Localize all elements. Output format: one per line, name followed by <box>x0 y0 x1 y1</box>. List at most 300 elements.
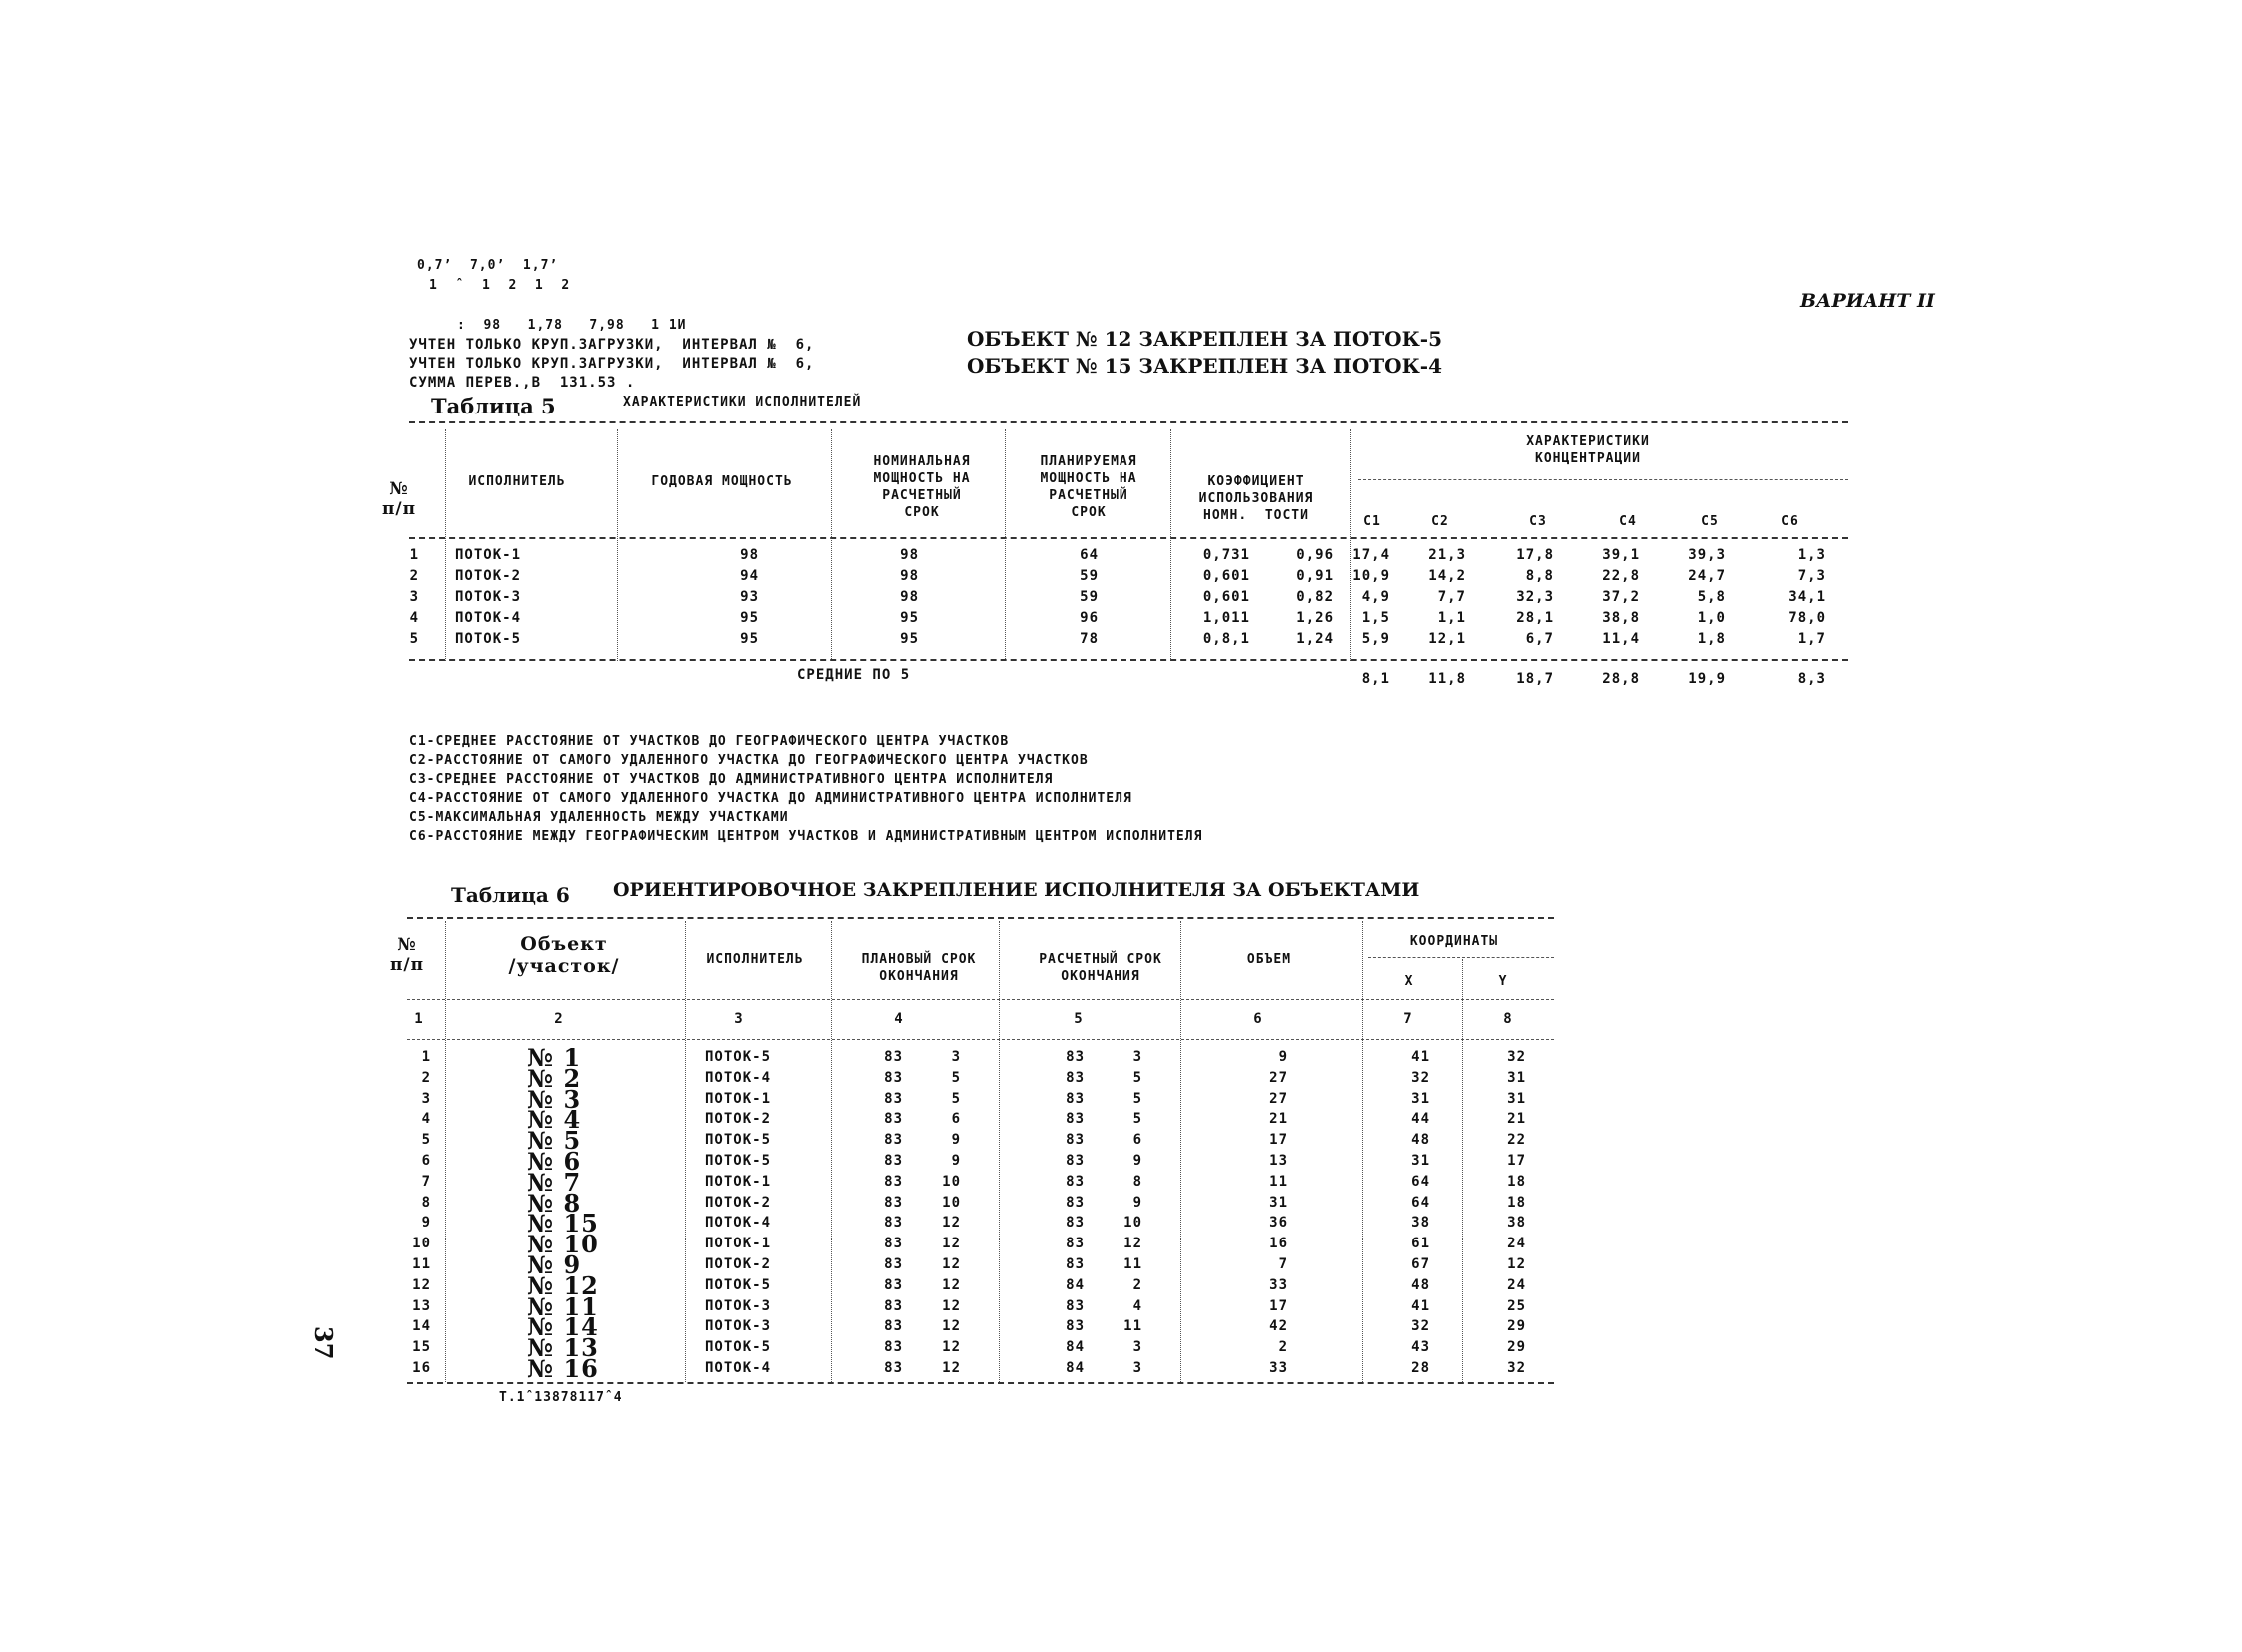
t5-no: 2 <box>409 568 419 584</box>
t6-calc-year: 83 <box>1066 1297 1085 1314</box>
t5-exec: ПОТОК-2 <box>455 568 522 584</box>
t6-plan-year: 83 <box>884 1215 903 1232</box>
t6-exec: ПОТОК-4 <box>705 1360 772 1376</box>
table5-avg-label: СРЕДНИЕ ПО 5 <box>797 667 911 683</box>
t6-calc-month: 11 <box>1123 1318 1142 1335</box>
t6-object: № 15 <box>527 1209 599 1239</box>
t5-vbar <box>1170 429 1171 661</box>
top-fragment-2: 1 ˆ 1 2 1 2 <box>429 278 571 293</box>
t5-nominal: 98 <box>900 547 919 563</box>
table6-title: ОРИЕНТИРОВОЧНОЕ ЗАКРЕПЛЕНИЕ ИСПОЛНИТЕЛЯ ЗА ОБЪЕКТАМИ <box>613 879 1420 901</box>
t6-plan-month: 10 <box>942 1173 961 1190</box>
t6-no: 5 <box>421 1132 431 1149</box>
t6-volume: 36 <box>1269 1215 1288 1232</box>
t5-c1: 1,5 <box>1361 610 1390 626</box>
t6-object: № 10 <box>527 1230 599 1259</box>
t6-object: № 7 <box>527 1167 582 1197</box>
t6-exec: ПОТОК-3 <box>705 1297 772 1314</box>
t5-c6: 1,3 <box>1797 547 1826 563</box>
table5-col-planned: ПЛАНИРУЕМАЯ МОЩНОСТЬ НА РАСЧЕТНЫЙ СРОК <box>1040 454 1137 520</box>
legend-c5: C5-МАКСИМАЛЬНАЯ УДАЛЕННОСТЬ МЕЖДУ УЧАСТКАМИ <box>409 810 789 825</box>
t5-no: 4 <box>409 610 419 626</box>
table6-bottom-rule <box>407 1382 1554 1384</box>
t5-planned: 59 <box>1080 589 1099 605</box>
t6-colnum: 7 <box>1403 1011 1413 1027</box>
t6-plan-month: 12 <box>942 1318 961 1335</box>
t6-no: 4 <box>421 1111 431 1128</box>
t5-coef-nom: 0,601 <box>1202 568 1250 584</box>
t5-exec: ПОТОК-1 <box>455 547 522 563</box>
table6-top-rule <box>407 917 1554 919</box>
t6-y: 32 <box>1507 1049 1526 1065</box>
table6-col-exec: ИСПОЛНИТЕЛЬ <box>706 952 804 967</box>
t6-calc-year: 83 <box>1066 1173 1085 1190</box>
t5-c5: 1,0 <box>1697 610 1726 626</box>
t6-no: 11 <box>412 1256 431 1272</box>
t6-calc-month: 12 <box>1123 1236 1142 1252</box>
t6-calc-month: 8 <box>1132 1173 1142 1190</box>
t6-object: № 9 <box>527 1250 582 1279</box>
t5-exec: ПОТОК-5 <box>455 631 522 647</box>
t5-vbar <box>1005 429 1006 661</box>
t6-no: 6 <box>421 1153 431 1169</box>
t6-volume: 31 <box>1269 1194 1288 1211</box>
table5-col-c2: C2 <box>1431 514 1449 529</box>
t6-colnum: 1 <box>414 1011 424 1027</box>
t6-calc-year: 83 <box>1066 1153 1085 1169</box>
t6-plan-month: 9 <box>951 1132 961 1149</box>
t6-colnum: 6 <box>1253 1011 1263 1027</box>
t5-coef-tost: 0,96 <box>1296 547 1334 563</box>
t6-x: 41 <box>1411 1049 1430 1065</box>
t6-y: 25 <box>1507 1297 1526 1314</box>
table6-col-x: X <box>1404 974 1414 989</box>
t5-c5: 1,8 <box>1697 631 1726 647</box>
t5-planned: 96 <box>1080 610 1099 626</box>
legend-c1: C1-СРЕДНЕЕ РАССТОЯНИЕ ОТ УЧАСТКОВ ДО ГЕОГРАФИЧЕСКОГО ЦЕНТРА УЧАСТКОВ <box>409 734 1010 749</box>
t6-volume: 21 <box>1269 1111 1288 1128</box>
t5-vbar <box>1350 429 1351 661</box>
table5-avg-c2: 11,8 <box>1428 671 1466 687</box>
t6-x: 44 <box>1411 1111 1430 1128</box>
t6-colnum: 4 <box>894 1011 904 1027</box>
t6-y: 18 <box>1507 1173 1526 1190</box>
table5-col-c4: C4 <box>1619 514 1637 529</box>
t5-annual: 93 <box>740 589 759 605</box>
t6-y: 29 <box>1507 1339 1526 1356</box>
t6-vbar <box>1362 921 1363 1382</box>
t6-exec: ПОТОК-1 <box>705 1173 772 1190</box>
table5-bottom-rule <box>409 659 1848 661</box>
t6-x: 32 <box>1411 1069 1430 1086</box>
t6-object: № 4 <box>527 1105 582 1135</box>
t6-plan-year: 83 <box>884 1173 903 1190</box>
t5-c2: 7,7 <box>1437 589 1466 605</box>
legend-c2: C2-РАССТОЯНИЕ ОТ САМОГО УДАЛЕННОГО УЧАСТКА ДО ГЕОГРАФИЧЕСКОГО ЦЕНТРА УЧАСТКОВ <box>409 753 1089 768</box>
table6-number-rule <box>407 1039 1554 1040</box>
t6-calc-month: 4 <box>1132 1297 1142 1314</box>
t6-calc-month: 9 <box>1132 1194 1142 1211</box>
t6-calc-year: 84 <box>1066 1276 1085 1293</box>
t6-plan-month: 9 <box>951 1153 961 1169</box>
t6-volume: 9 <box>1278 1049 1288 1065</box>
table6-footer-code: Т.1ˆ13878117ˆ4 <box>499 1390 623 1405</box>
top-fragment-3: : 98 1,78 7,98 1 1И <box>457 318 687 333</box>
t6-y: 31 <box>1507 1069 1526 1086</box>
table5-char-subrule <box>1358 479 1848 480</box>
t6-colnum: 3 <box>734 1011 744 1027</box>
t6-x: 48 <box>1411 1132 1430 1149</box>
table5-col-annual: ГОДОВАЯ МОЩНОСТЬ <box>651 474 793 489</box>
t5-annual: 95 <box>740 610 759 626</box>
t5-nominal: 95 <box>900 610 919 626</box>
t5-c2: 12,1 <box>1428 631 1466 647</box>
t5-no: 3 <box>409 589 419 605</box>
t5-coef-nom: 1,011 <box>1202 610 1250 626</box>
t6-calc-month: 6 <box>1132 1132 1142 1149</box>
t6-no: 15 <box>412 1339 431 1356</box>
t6-plan-year: 83 <box>884 1318 903 1335</box>
table5-col-characteristics: ХАРАКТЕРИСТИКИ КОНЦЕНТРАЦИИ <box>1526 434 1650 466</box>
t6-calc-month: 5 <box>1132 1090 1142 1107</box>
t6-object: № 3 <box>527 1084 582 1114</box>
table5-top-rule <box>409 421 1848 423</box>
t5-c4: 37,2 <box>1602 589 1640 605</box>
table5-header-rule <box>409 537 1848 539</box>
t6-plan-year: 83 <box>884 1153 903 1169</box>
table5-avg-c6: 8,3 <box>1797 671 1826 687</box>
t5-coef-nom: 0,601 <box>1202 589 1250 605</box>
t6-no: 9 <box>421 1215 431 1232</box>
t6-volume: 2 <box>1278 1339 1288 1356</box>
t5-c4: 22,8 <box>1602 568 1640 584</box>
t6-plan-month: 6 <box>951 1111 961 1128</box>
t5-vbar <box>617 429 618 661</box>
t6-calc-year: 83 <box>1066 1132 1085 1149</box>
t6-calc-year: 83 <box>1066 1049 1085 1065</box>
t6-plan-year: 83 <box>884 1069 903 1086</box>
t6-exec: ПОТОК-5 <box>705 1049 772 1065</box>
t6-calc-year: 84 <box>1066 1339 1085 1356</box>
table6-coords-subrule <box>1368 957 1554 958</box>
t6-calc-year: 83 <box>1066 1194 1085 1211</box>
table5-avg-c3: 18,7 <box>1516 671 1554 687</box>
t5-c1: 10,9 <box>1352 568 1390 584</box>
t5-c3: 8,8 <box>1525 568 1554 584</box>
t6-plan-month: 12 <box>942 1339 961 1356</box>
t6-vbar <box>685 921 686 1382</box>
table5-avg-c4: 28,8 <box>1602 671 1640 687</box>
t6-plan-month: 12 <box>942 1276 961 1293</box>
t6-calc-month: 2 <box>1132 1276 1142 1293</box>
t6-exec: ПОТОК-1 <box>705 1090 772 1107</box>
note-line-1: УЧТЕН ТОЛЬКО КРУП.ЗАГРУЗКИ, ИНТЕРВАЛ № 6, <box>409 337 815 353</box>
t5-c2: 1,1 <box>1437 610 1466 626</box>
t6-y: 32 <box>1507 1360 1526 1376</box>
t6-exec: ПОТОК-2 <box>705 1256 772 1272</box>
t6-y: 38 <box>1507 1215 1526 1232</box>
table5-col-nominal: НОМИНАЛЬНАЯ МОЩНОСТЬ НА РАСЧЕТНЫЙ СРОК <box>873 454 971 520</box>
t6-exec: ПОТОК-5 <box>705 1276 772 1293</box>
t6-plan-month: 12 <box>942 1256 961 1272</box>
t6-object: № 14 <box>527 1312 599 1342</box>
t6-x: 41 <box>1411 1297 1430 1314</box>
t5-c5: 5,8 <box>1697 589 1726 605</box>
t5-c3: 6,7 <box>1525 631 1554 647</box>
t5-planned: 78 <box>1080 631 1099 647</box>
t6-plan-month: 5 <box>951 1090 961 1107</box>
t6-object: № 13 <box>527 1333 599 1363</box>
t5-vbar <box>445 429 446 661</box>
t6-x: 67 <box>1411 1256 1430 1272</box>
t5-no: 1 <box>409 547 419 563</box>
t5-c5: 39,3 <box>1688 547 1726 563</box>
t6-calc-month: 3 <box>1132 1360 1142 1376</box>
table5-label: Таблица 5 <box>431 394 556 418</box>
t5-c3: 32,3 <box>1516 589 1554 605</box>
t5-c2: 21,3 <box>1428 547 1466 563</box>
t5-c6: 34,1 <box>1788 589 1826 605</box>
t6-y: 12 <box>1507 1256 1526 1272</box>
t6-y: 24 <box>1507 1236 1526 1252</box>
t6-object: № 1 <box>527 1043 582 1072</box>
t6-y: 24 <box>1507 1276 1526 1293</box>
t6-colnum: 8 <box>1503 1011 1513 1027</box>
t6-calc-year: 84 <box>1066 1360 1085 1376</box>
t5-nominal: 95 <box>900 631 919 647</box>
t6-volume: 33 <box>1269 1360 1288 1376</box>
t6-calc-year: 83 <box>1066 1215 1085 1232</box>
t6-plan-month: 5 <box>951 1069 961 1086</box>
t5-nominal: 98 <box>900 589 919 605</box>
t5-c4: 11,4 <box>1602 631 1640 647</box>
t6-calc-month: 3 <box>1132 1339 1142 1356</box>
t6-plan-month: 12 <box>942 1236 961 1252</box>
table5-col-no: № п/п <box>381 479 417 519</box>
t6-object: № 5 <box>527 1126 582 1156</box>
t6-exec: ПОТОК-2 <box>705 1194 772 1211</box>
t5-exec: ПОТОК-3 <box>455 589 522 605</box>
table5-col-c1: C1 <box>1363 514 1381 529</box>
t5-c3: 17,8 <box>1516 547 1554 563</box>
table5-col-c3: C3 <box>1529 514 1547 529</box>
t6-exec: ПОТОК-4 <box>705 1215 772 1232</box>
t6-no: 7 <box>421 1173 431 1190</box>
t6-x: 32 <box>1411 1318 1430 1335</box>
t6-calc-year: 83 <box>1066 1318 1085 1335</box>
t6-colnum: 2 <box>554 1011 564 1027</box>
legend-c3: C3-СРЕДНЕЕ РАССТОЯНИЕ ОТ УЧАСТКОВ ДО АДМИНИСТРАТИВНОГО ЦЕНТРА ИСПОЛНИТЕЛЯ <box>409 772 1054 787</box>
sum-line: СУММА ПЕРЕВ.,В 131.53 . <box>409 375 636 391</box>
table6-col-volume: ОБЪЕМ <box>1246 952 1292 967</box>
t6-plan-year: 83 <box>884 1236 903 1252</box>
t6-x: 28 <box>1411 1360 1430 1376</box>
t6-vbar <box>999 921 1000 1382</box>
t6-plan-month: 10 <box>942 1194 961 1211</box>
table5-col-c6: C6 <box>1781 514 1799 529</box>
t5-planned: 59 <box>1080 568 1099 584</box>
t6-calc-month: 10 <box>1123 1215 1142 1232</box>
t5-coef-tost: 1,24 <box>1296 631 1334 647</box>
t6-calc-month: 3 <box>1132 1049 1142 1065</box>
t6-no: 14 <box>412 1318 431 1335</box>
t6-volume: 27 <box>1269 1090 1288 1107</box>
t5-c1: 17,4 <box>1352 547 1390 563</box>
t6-exec: ПОТОК-5 <box>705 1153 772 1169</box>
t6-no: 16 <box>412 1360 431 1376</box>
object-12-note: ОБЪЕКТ № 12 ЗАКРЕПЛЕН ЗА ПОТОК-5 <box>967 327 1442 351</box>
t5-coef-tost: 0,91 <box>1296 568 1334 584</box>
t6-volume: 17 <box>1269 1132 1288 1149</box>
table6-col-object: Объект /участок/ <box>508 933 620 977</box>
table6-col-calc: РАСЧЕТНЫЙ СРОК ОКОНЧАНИЯ <box>1039 952 1162 984</box>
t6-object: № 16 <box>527 1354 599 1383</box>
t6-y: 22 <box>1507 1132 1526 1149</box>
t6-plan-year: 83 <box>884 1090 903 1107</box>
t6-plan-year: 83 <box>884 1339 903 1356</box>
t5-annual: 98 <box>740 547 759 563</box>
t6-y: 31 <box>1507 1090 1526 1107</box>
t6-x: 38 <box>1411 1215 1430 1232</box>
t6-y: 18 <box>1507 1194 1526 1211</box>
t5-c6: 7,3 <box>1797 568 1826 584</box>
t5-nominal: 98 <box>900 568 919 584</box>
table5-avg-c1: 8,1 <box>1361 671 1390 687</box>
t6-volume: 17 <box>1269 1297 1288 1314</box>
t6-calc-year: 83 <box>1066 1069 1085 1086</box>
table6-col-coords: КООРДИНАТЫ <box>1409 934 1499 949</box>
variant-label: ВАРИАНТ II <box>1800 290 1935 312</box>
t6-x: 31 <box>1411 1153 1430 1169</box>
t6-object: № 11 <box>527 1291 599 1321</box>
table5-col-c5: C5 <box>1701 514 1719 529</box>
t6-no: 1 <box>421 1049 431 1065</box>
t6-x: 61 <box>1411 1236 1430 1252</box>
t5-coef-tost: 0,82 <box>1296 589 1334 605</box>
object-15-note: ОБЪЕКТ № 15 ЗАКРЕПЛЕН ЗА ПОТОК-4 <box>967 354 1442 378</box>
t6-object: № 6 <box>527 1147 582 1176</box>
note-line-2: УЧТЕН ТОЛЬКО КРУП.ЗАГРУЗКИ, ИНТЕРВАЛ № 6, <box>409 356 815 372</box>
t6-plan-year: 83 <box>884 1360 903 1376</box>
t6-no: 13 <box>412 1297 431 1314</box>
t6-exec: ПОТОК-5 <box>705 1339 772 1356</box>
t6-plan-month: 12 <box>942 1215 961 1232</box>
t5-c6: 78,0 <box>1788 610 1826 626</box>
t6-y: 29 <box>1507 1318 1526 1335</box>
t6-plan-year: 83 <box>884 1049 903 1065</box>
t5-c2: 14,2 <box>1428 568 1466 584</box>
t6-calc-year: 83 <box>1066 1090 1085 1107</box>
t6-calc-year: 83 <box>1066 1256 1085 1272</box>
table5-title: ХАРАКТЕРИСТИКИ ИСПОЛНИТЕЛЕЙ <box>623 395 862 410</box>
t6-y: 21 <box>1507 1111 1526 1128</box>
t6-no: 8 <box>421 1194 431 1211</box>
t6-x: 48 <box>1411 1276 1430 1293</box>
t6-plan-year: 83 <box>884 1276 903 1293</box>
t6-plan-year: 83 <box>884 1256 903 1272</box>
t5-c6: 1,7 <box>1797 631 1826 647</box>
t6-no: 2 <box>421 1069 431 1086</box>
t6-volume: 7 <box>1278 1256 1288 1272</box>
legend-c4: C4-РАССТОЯНИЕ ОТ САМОГО УДАЛЕННОГО УЧАСТКА ДО АДМИНИСТРАТИВНОГО ЦЕНТРА ИСПОЛНИТЕЛЯ <box>409 791 1132 806</box>
legend-c6: C6-РАССТОЯНИЕ МЕЖДУ ГЕОГРАФИЧЕСКИМ ЦЕНТРОМ УЧАСТКОВ И АДМИНИСТРАТИВНЫМ ЦЕНТРОМ ИСПОЛНИТЕЛЯ <box>409 829 1203 844</box>
t6-exec: ПОТОК-3 <box>705 1318 772 1335</box>
t6-vbar <box>1462 959 1463 1382</box>
t6-exec: ПОТОК-2 <box>705 1111 772 1128</box>
t5-c1: 4,9 <box>1361 589 1390 605</box>
t5-c3: 28,1 <box>1516 610 1554 626</box>
t6-calc-month: 11 <box>1123 1256 1142 1272</box>
table6-header-rule <box>407 999 1554 1000</box>
t5-c1: 5,9 <box>1361 631 1390 647</box>
t6-object: № 2 <box>527 1063 582 1093</box>
t6-plan-month: 12 <box>942 1360 961 1376</box>
t6-x: 64 <box>1411 1173 1430 1190</box>
t6-plan-month: 3 <box>951 1049 961 1065</box>
t6-x: 31 <box>1411 1090 1430 1107</box>
t6-no: 12 <box>412 1276 431 1293</box>
t6-calc-year: 83 <box>1066 1236 1085 1252</box>
t6-exec: ПОТОК-1 <box>705 1236 772 1252</box>
t6-x: 43 <box>1411 1339 1430 1356</box>
t6-plan-year: 83 <box>884 1297 903 1314</box>
t6-object: № 8 <box>527 1188 582 1218</box>
t6-vbar <box>1180 921 1181 1382</box>
t6-volume: 42 <box>1269 1318 1288 1335</box>
table6-col-plan: ПЛАНОВЫЙ СРОК ОКОНЧАНИЯ <box>861 952 977 984</box>
t5-annual: 95 <box>740 631 759 647</box>
table5-col-exec: ИСПОЛНИТЕЛЬ <box>468 474 566 489</box>
page-number: 37 <box>309 1326 338 1360</box>
t5-exec: ПОТОК-4 <box>455 610 522 626</box>
t6-volume: 16 <box>1269 1236 1288 1252</box>
t6-colnum: 5 <box>1074 1011 1084 1027</box>
table5-col-coef: КОЭФФИЦИЕНТ ИСПОЛЬЗОВАНИЯ НОМН. ТОСТИ <box>1198 474 1314 523</box>
t6-volume: 27 <box>1269 1069 1288 1086</box>
t5-coef-nom: 0,8,1 <box>1202 631 1250 647</box>
t6-no: 10 <box>412 1236 431 1252</box>
t5-coef-nom: 0,731 <box>1202 547 1250 563</box>
table5-avg-c5: 19,9 <box>1688 671 1726 687</box>
t6-volume: 33 <box>1269 1276 1288 1293</box>
t6-exec: ПОТОК-4 <box>705 1069 772 1086</box>
t5-annual: 94 <box>740 568 759 584</box>
t6-volume: 11 <box>1269 1173 1288 1190</box>
t6-y: 17 <box>1507 1153 1526 1169</box>
t5-c4: 39,1 <box>1602 547 1640 563</box>
t5-c4: 38,8 <box>1602 610 1640 626</box>
table6-col-no: № п/п <box>389 935 425 975</box>
top-fragment-1: 0,7’ 7,0’ 1,7’ <box>417 258 559 273</box>
t6-object: № 12 <box>527 1270 599 1300</box>
table6-col-y: Y <box>1498 974 1508 989</box>
t6-calc-year: 83 <box>1066 1111 1085 1128</box>
t5-c5: 24,7 <box>1688 568 1726 584</box>
t6-x: 64 <box>1411 1194 1430 1211</box>
t5-no: 5 <box>409 631 419 647</box>
t6-plan-month: 12 <box>942 1297 961 1314</box>
t6-plan-year: 83 <box>884 1111 903 1128</box>
t6-plan-year: 83 <box>884 1132 903 1149</box>
t5-coef-tost: 1,26 <box>1296 610 1334 626</box>
t6-volume: 13 <box>1269 1153 1288 1169</box>
t6-calc-month: 9 <box>1132 1153 1142 1169</box>
t6-exec: ПОТОК-5 <box>705 1132 772 1149</box>
t6-no: 3 <box>421 1090 431 1107</box>
t6-calc-month: 5 <box>1132 1111 1142 1128</box>
t6-vbar <box>445 921 446 1382</box>
t6-plan-year: 83 <box>884 1194 903 1211</box>
